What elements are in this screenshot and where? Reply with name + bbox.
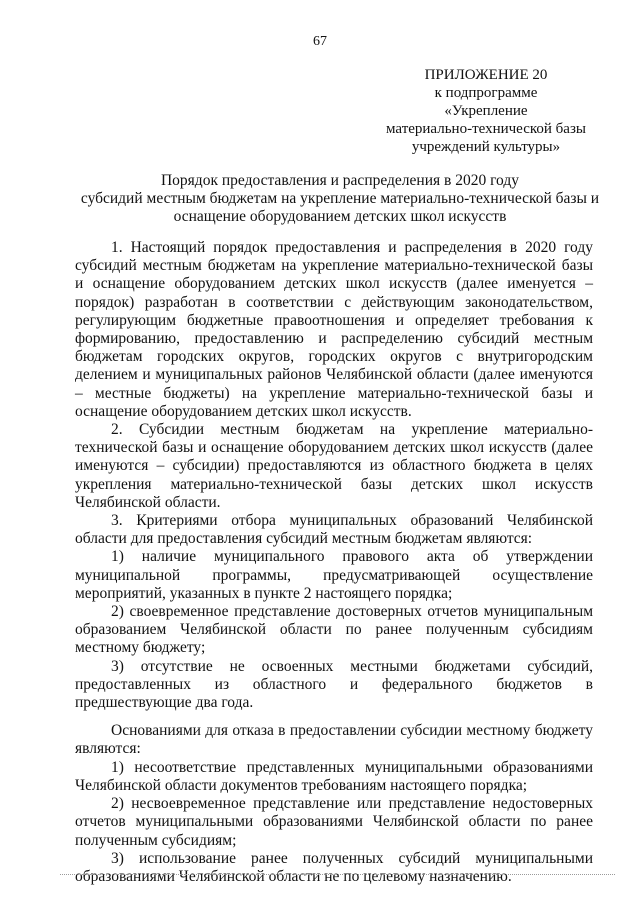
paragraph-3: 3. Критериями отбора муниципальных образований Челябинской области для предоставления субсидий местным бюджетам являются: xyxy=(75,512,593,548)
appendix-title: ПРИЛОЖЕНИЕ 20 xyxy=(424,67,548,83)
page-number: 67 xyxy=(313,34,327,49)
refusal-ground-2: 2) несвоевременное представление или представление недостоверных отчетов муниципальными образованиями Челябинской области по ранее полученным субсидиям; xyxy=(75,795,593,849)
document-title xyxy=(60,172,620,226)
appendix-header xyxy=(372,66,600,156)
paragraph-1: 1. Настоящий порядок предоставления и распределения в 2020 году субсидий местным бюджетам на укрепление материально-технической базы и оснащение оборудованием детских школ искусств (далее именуется – порядок) разработан в соответствии с действующим законодательством, регулирующим бюджетные правоотношения и определяет требования к формированию, предоставлению и распределению субсидий местным бюджетам городских округов, городских округов с внутригородским делением и муниципальных районов Челябинской области (далее именуются – местные бюджеты) на укрепление материально-технической базы и оснащение оборудованием детских школ искусств. xyxy=(75,239,593,420)
refusal-ground-3: 3) использование ранее полученных субсидий муниципальными образованиями Челябинской области не по целевому назначению. xyxy=(75,849,593,885)
criterion-2: 2) своевременное представление достоверных отчетов муниципальным образованием Челябинской области по ранее полученным субсидиям местному бюджету; xyxy=(75,603,593,657)
title-line: субсидий местным бюджетам на укрепление материально-технической базы и xyxy=(80,190,600,207)
criterion-3: 3) отсутствие не освоенных местными бюджетами субсидий, предоставленных из областного и федерального бюджетов в предшествующие два года. xyxy=(75,657,593,712)
title-line: оснащение оборудованием детских школ искусств xyxy=(173,208,507,225)
refusal-ground-1: 1) несоответствие представленных муниципальными образованиями Челябинской области документов требованиям настоящего порядка; xyxy=(75,758,593,794)
paragraph-2: 2. Субсидии местным бюджетам на укрепление материально-технической базы и оснащение оборудованием детских школ искусств (далее именуются – субсидии) предоставляются из областного бюджета в целях укрепления материально-технической базы детских школ искусств Челябинской области. xyxy=(75,421,593,511)
appendix-line: учреждений культуры» xyxy=(411,139,561,155)
appendix-line: материально-технической базы xyxy=(386,121,586,137)
title-line: Порядок предоставления и распределения в 2020 году xyxy=(160,172,519,189)
document-body xyxy=(75,239,593,886)
bottom-rule xyxy=(60,874,615,875)
appendix-line: «Укрепление xyxy=(444,103,528,119)
refusal-grounds-intro: Основаниями для отказа в предоставлении субсидии местному бюджету являются: xyxy=(75,722,593,758)
appendix-line: к подпрограмме xyxy=(434,85,538,101)
criterion-1: 1) наличие муниципального правового акта об утверждении муниципальной программы, предусматривающей осуществление мероприятий, указанных в пункте 2 настоящего порядка; xyxy=(75,548,593,602)
